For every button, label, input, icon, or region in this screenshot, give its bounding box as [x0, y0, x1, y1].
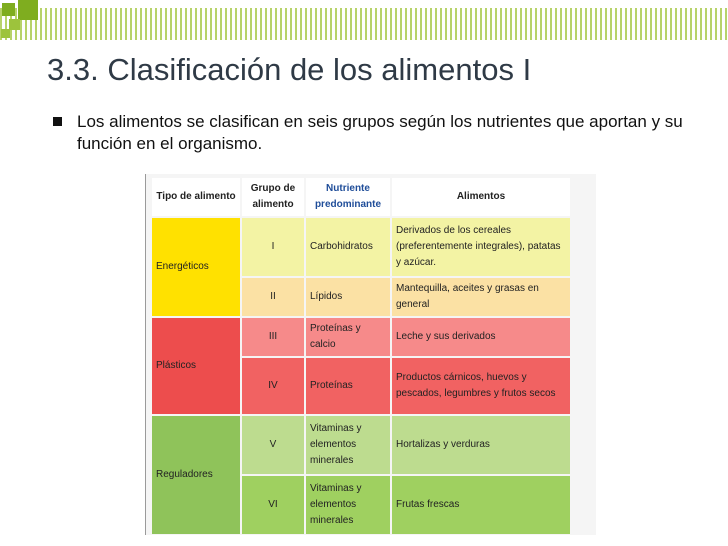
- corner-square-decoration: [1, 29, 10, 38]
- category-reguladores: Reguladores: [152, 416, 240, 534]
- group-cell: II: [242, 278, 304, 316]
- header-grupo: Grupo de alimento: [242, 178, 304, 216]
- foods-cell: Hortalizas y verduras: [392, 416, 570, 474]
- bullet-text: Los alimentos se clasifican en seis grupos según los nutrientes que aportan y su función en el organismo.: [77, 112, 683, 153]
- group-cell: VI: [242, 476, 304, 534]
- bullet-square-icon: [53, 117, 62, 126]
- group-cell: III: [242, 318, 304, 356]
- corner-square-decoration: [18, 0, 38, 20]
- group-cell: I: [242, 218, 304, 276]
- category-plasticos: Plásticos: [152, 318, 240, 414]
- corner-square-decoration: [9, 19, 20, 30]
- header-alimentos: Alimentos: [392, 178, 570, 216]
- food-classification-table-container: [145, 174, 596, 535]
- group-cell: IV: [242, 358, 304, 414]
- nutrient-cell: Proteínas: [306, 358, 390, 414]
- slide-title: 3.3. Clasificación de los alimentos I: [47, 52, 532, 87]
- table-row: [152, 416, 570, 474]
- foods-cell: Productos cárnicos, huevos y pescados, legumbres y frutos secos: [392, 358, 570, 414]
- food-classification-table: [150, 176, 572, 536]
- nutrient-cell: Lípidos: [306, 278, 390, 316]
- foods-cell: Leche y sus derivados: [392, 318, 570, 356]
- foods-cell: Frutas frescas: [392, 476, 570, 534]
- nutrient-cell: Vitaminas y elementos minerales: [306, 416, 390, 474]
- header-tipo: Tipo de alimento: [152, 178, 240, 216]
- category-energeticos: Energéticos: [152, 218, 240, 316]
- corner-square-decoration: [2, 3, 15, 16]
- header-decoration: [0, 8, 728, 40]
- table-row: [152, 318, 570, 356]
- header-nutriente: Nutriente predominante: [306, 178, 390, 216]
- table-header-row: [152, 178, 570, 216]
- nutrient-cell: Vitaminas y elementos minerales: [306, 476, 390, 534]
- foods-cell: Derivados de los cereales (preferentemente integrales), patatas y azúcar.: [392, 218, 570, 276]
- table-row: [152, 218, 570, 276]
- foods-cell: Mantequilla, aceites y grasas en general: [392, 278, 570, 316]
- group-cell: V: [242, 416, 304, 474]
- nutrient-cell: Proteínas y calcio: [306, 318, 390, 356]
- nutrient-cell: Carbohidratos: [306, 218, 390, 276]
